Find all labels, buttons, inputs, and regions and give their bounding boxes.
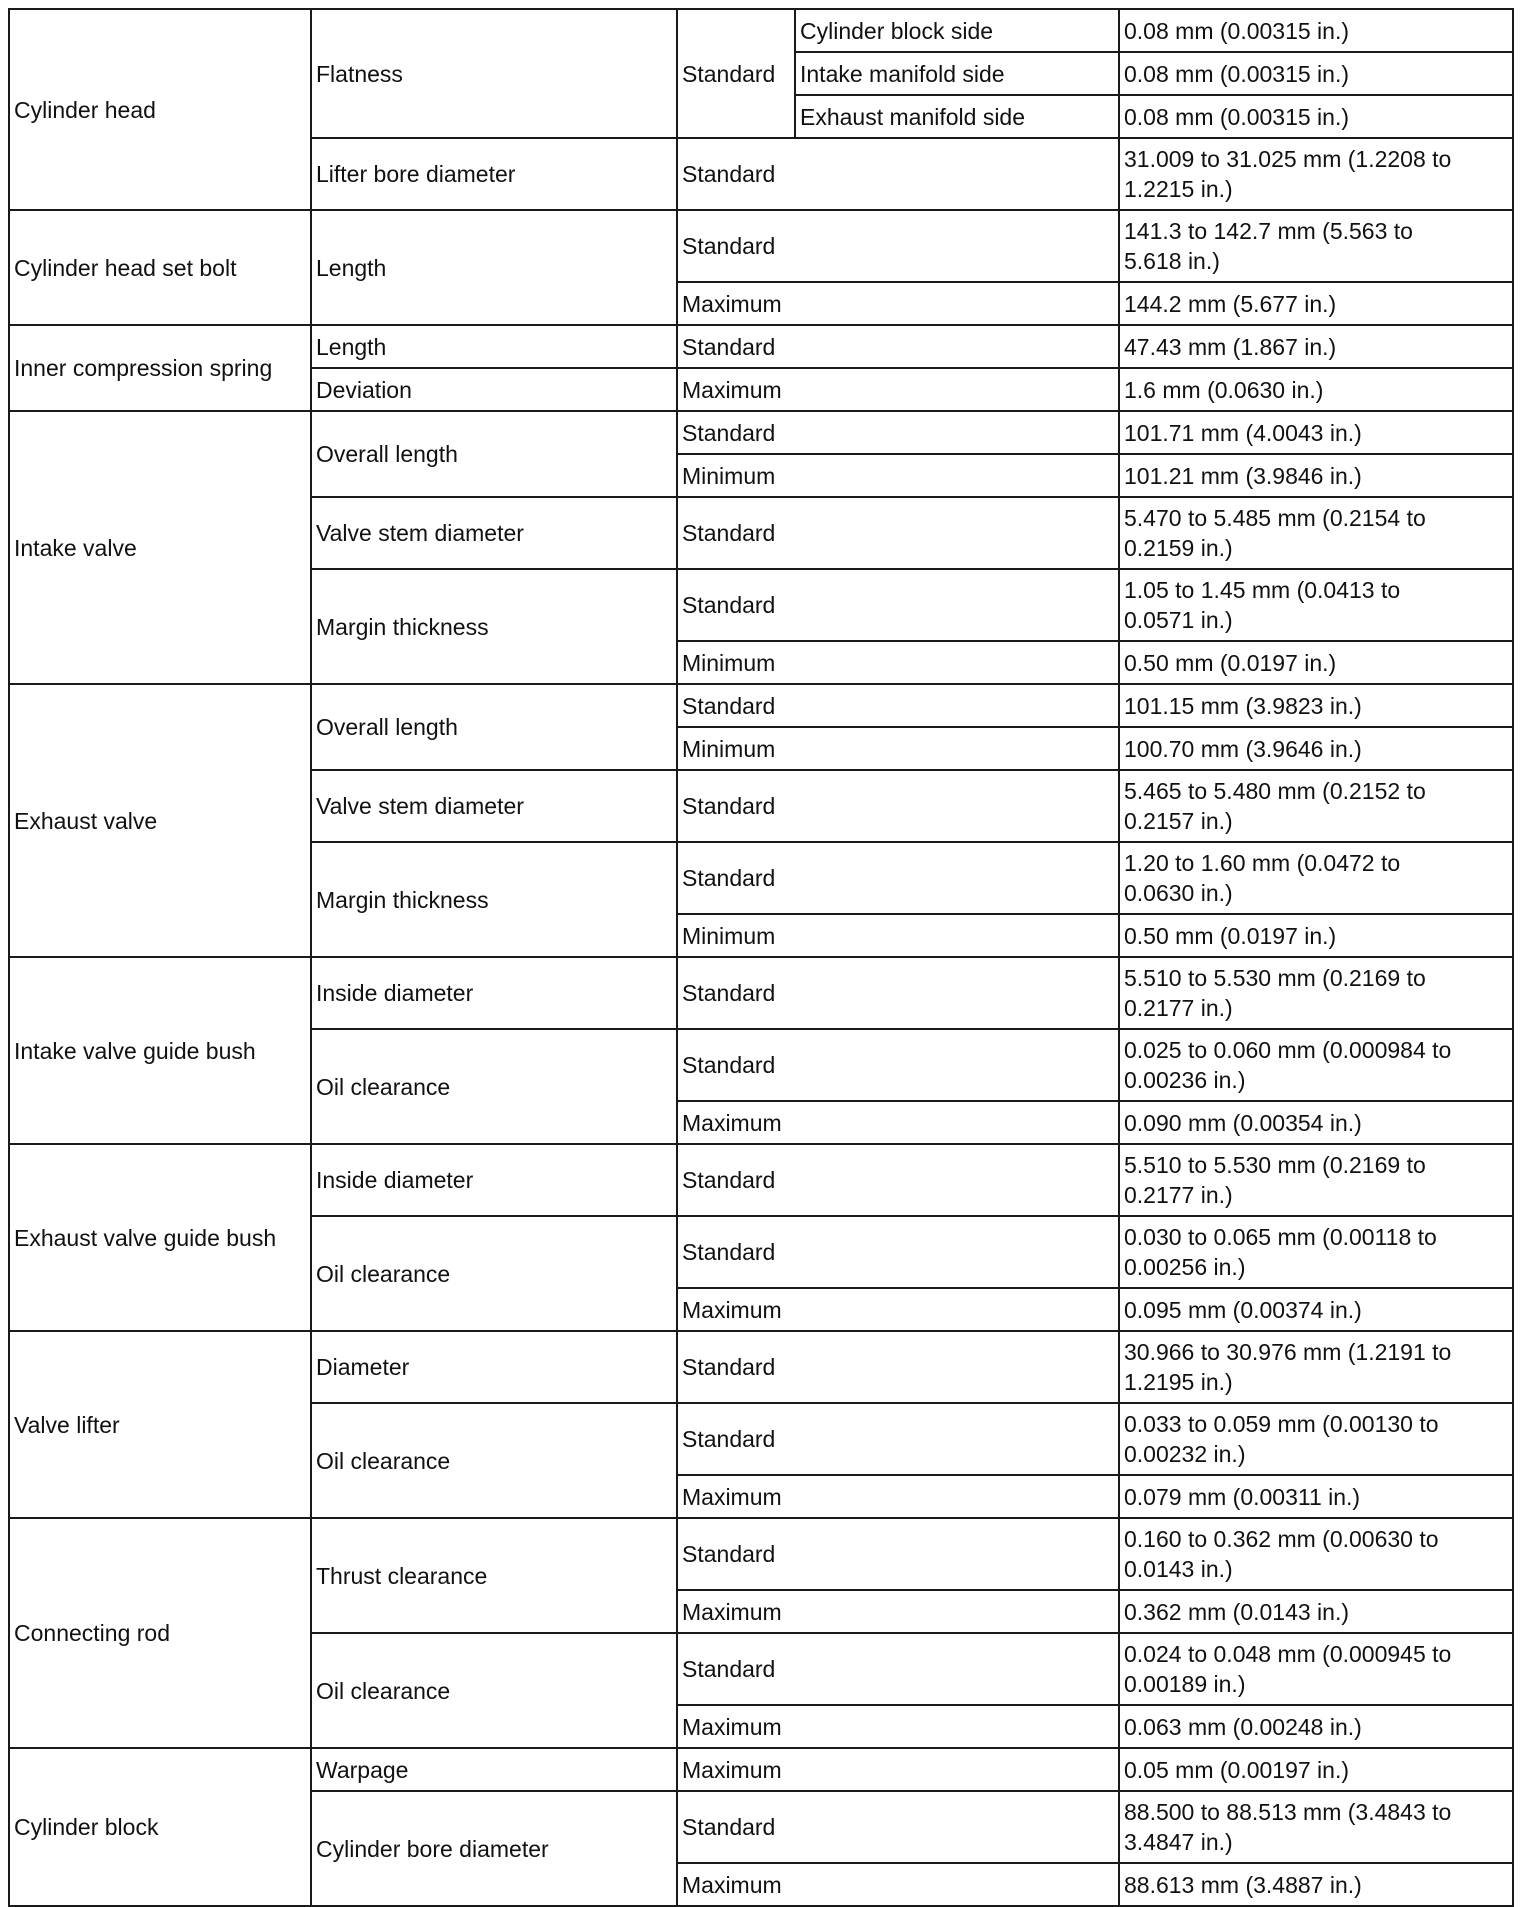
value-cell [1119, 1518, 1513, 1590]
spec-cell: Standard [677, 1403, 1119, 1475]
side-cell: Exhaust manifold side [795, 95, 1119, 138]
value-line: 1.2215 in.) [1124, 176, 1233, 202]
value-cell: 88.613 mm (3.4887 in.) [1119, 1863, 1513, 1906]
spec-cell: Standard [677, 9, 795, 138]
table-row [9, 957, 1513, 1029]
spec-cell: Minimum [677, 641, 1119, 684]
property-cell: Oil clearance [311, 1633, 677, 1748]
value-cell [1119, 1633, 1513, 1705]
specification-table [8, 8, 1514, 1907]
value-cell [1119, 957, 1513, 1029]
value-cell: 0.05 mm (0.00197 in.) [1119, 1748, 1513, 1791]
value-line: 88.500 to 88.513 mm (3.4843 to [1124, 1799, 1452, 1825]
value-line: 1.20 to 1.60 mm (0.0472 to [1124, 850, 1401, 876]
spec-cell: Standard [677, 684, 1119, 727]
value-line: 30.966 to 30.976 mm (1.2191 to [1124, 1339, 1452, 1365]
table-row [9, 1331, 1513, 1403]
table-row [9, 210, 1513, 282]
value-cell [1119, 138, 1513, 210]
value-line: 5.510 to 5.530 mm (0.2169 to [1124, 1152, 1426, 1178]
property-cell: Warpage [311, 1748, 677, 1791]
value-line: 0.160 to 0.362 mm (0.00630 to [1124, 1526, 1439, 1552]
value-line: 5.618 in.) [1124, 248, 1220, 274]
value-cell [1119, 497, 1513, 569]
item-cell: Inner compression spring [9, 325, 311, 411]
spec-cell: Maximum [677, 1705, 1119, 1748]
property-cell: Margin thickness [311, 842, 677, 957]
value-cell: 0.50 mm (0.0197 in.) [1119, 641, 1513, 684]
spec-cell: Standard [677, 325, 1119, 368]
value-cell [1119, 1029, 1513, 1101]
property-cell: Inside diameter [311, 1144, 677, 1216]
value-cell: 144.2 mm (5.677 in.) [1119, 282, 1513, 325]
value-cell [1119, 1403, 1513, 1475]
value-cell: 100.70 mm (3.9646 in.) [1119, 727, 1513, 770]
value-line: 5.470 to 5.485 mm (0.2154 to [1124, 505, 1426, 531]
table-row [9, 684, 1513, 727]
item-cell: Cylinder head set bolt [9, 210, 311, 325]
value-cell [1119, 1791, 1513, 1863]
value-line: 0.025 to 0.060 mm (0.000984 to [1124, 1037, 1452, 1063]
spec-cell: Standard [677, 770, 1119, 842]
item-cell: Cylinder head [9, 9, 311, 210]
property-cell: Inside diameter [311, 957, 677, 1029]
property-cell: Overall length [311, 684, 677, 770]
side-cell: Cylinder block side [795, 9, 1119, 52]
property-cell: Oil clearance [311, 1403, 677, 1518]
value-line: 1.2195 in.) [1124, 1369, 1233, 1395]
spec-cell: Maximum [677, 1475, 1119, 1518]
spec-cell: Standard [677, 1791, 1119, 1863]
spec-table-container [8, 8, 1514, 1907]
value-line: 5.510 to 5.530 mm (0.2169 to [1124, 965, 1426, 991]
value-cell: 0.08 mm (0.00315 in.) [1119, 9, 1513, 52]
spec-cell: Standard [677, 1331, 1119, 1403]
property-cell: Valve stem diameter [311, 497, 677, 569]
spec-cell: Standard [677, 210, 1119, 282]
table-row [9, 9, 1513, 52]
value-line: 0.0630 in.) [1124, 880, 1233, 906]
value-cell: 0.090 mm (0.00354 in.) [1119, 1101, 1513, 1144]
value-line: 0.030 to 0.065 mm (0.00118 to [1124, 1224, 1437, 1250]
value-line: 0.2157 in.) [1124, 808, 1233, 834]
spec-cell: Standard [677, 1518, 1119, 1590]
value-cell [1119, 1216, 1513, 1288]
item-cell: Intake valve guide bush [9, 957, 311, 1144]
value-line: 0.00189 in.) [1124, 1671, 1246, 1697]
value-cell [1119, 1331, 1513, 1403]
item-cell: Cylinder block [9, 1748, 311, 1906]
table-row [9, 1748, 1513, 1791]
side-cell: Intake manifold side [795, 52, 1119, 95]
spec-cell: Standard [677, 497, 1119, 569]
value-line: 0.00232 in.) [1124, 1441, 1246, 1467]
spec-cell: Minimum [677, 727, 1119, 770]
value-line: 3.4847 in.) [1124, 1829, 1233, 1855]
property-cell: Oil clearance [311, 1029, 677, 1144]
spec-cell: Maximum [677, 1590, 1119, 1633]
value-line: 1.05 to 1.45 mm (0.0413 to [1124, 577, 1401, 603]
value-cell: 0.08 mm (0.00315 in.) [1119, 95, 1513, 138]
property-cell: Cylinder bore diameter [311, 1791, 677, 1906]
spec-cell: Maximum [677, 1101, 1119, 1144]
item-cell: Connecting rod [9, 1518, 311, 1748]
value-cell: 101.71 mm (4.0043 in.) [1119, 411, 1513, 454]
spec-cell: Standard [677, 1216, 1119, 1288]
property-cell: Overall length [311, 411, 677, 497]
spec-cell: Maximum [677, 282, 1119, 325]
property-cell: Thrust clearance [311, 1518, 677, 1633]
value-line: 0.2177 in.) [1124, 1182, 1233, 1208]
item-cell: Exhaust valve guide bush [9, 1144, 311, 1331]
property-cell: Diameter [311, 1331, 677, 1403]
value-line: 0.2159 in.) [1124, 535, 1233, 561]
property-cell: Length [311, 210, 677, 325]
spec-cell: Standard [677, 411, 1119, 454]
spec-cell: Maximum [677, 368, 1119, 411]
spec-cell: Maximum [677, 1748, 1119, 1791]
property-cell: Length [311, 325, 677, 368]
item-cell: Intake valve [9, 411, 311, 684]
value-cell: 0.079 mm (0.00311 in.) [1119, 1475, 1513, 1518]
value-cell: 0.08 mm (0.00315 in.) [1119, 52, 1513, 95]
property-cell: Flatness [311, 9, 677, 138]
property-cell: Valve stem diameter [311, 770, 677, 842]
value-line: 0.00256 in.) [1124, 1254, 1246, 1280]
table-row [9, 411, 1513, 454]
value-line: 0.0143 in.) [1124, 1556, 1233, 1582]
item-cell: Valve lifter [9, 1331, 311, 1518]
spec-cell: Standard [677, 1029, 1119, 1101]
value-cell: 101.15 mm (3.9823 in.) [1119, 684, 1513, 727]
value-cell [1119, 569, 1513, 641]
value-line: 5.465 to 5.480 mm (0.2152 to [1124, 778, 1426, 804]
value-line: 31.009 to 31.025 mm (1.2208 to [1124, 146, 1452, 172]
value-cell [1119, 842, 1513, 914]
table-row [9, 1518, 1513, 1590]
value-line: 141.3 to 142.7 mm (5.563 to [1124, 218, 1413, 244]
spec-cell: Minimum [677, 454, 1119, 497]
value-cell: 0.063 mm (0.00248 in.) [1119, 1705, 1513, 1748]
value-line: 0.00236 in.) [1124, 1067, 1246, 1093]
property-cell: Margin thickness [311, 569, 677, 684]
spec-cell: Standard [677, 1633, 1119, 1705]
spec-cell: Standard [677, 1144, 1119, 1216]
table-row [9, 325, 1513, 368]
spec-cell: Standard [677, 957, 1119, 1029]
property-cell: Deviation [311, 368, 677, 411]
property-cell: Oil clearance [311, 1216, 677, 1331]
value-cell [1119, 210, 1513, 282]
value-cell [1119, 1144, 1513, 1216]
value-cell [1119, 770, 1513, 842]
spec-cell: Maximum [677, 1863, 1119, 1906]
spec-cell: Standard [677, 138, 1119, 210]
value-line: 0.0571 in.) [1124, 607, 1233, 633]
table-row [9, 1144, 1513, 1216]
value-cell: 101.21 mm (3.9846 in.) [1119, 454, 1513, 497]
value-line: 0.033 to 0.059 mm (0.00130 to [1124, 1411, 1439, 1437]
value-cell: 0.50 mm (0.0197 in.) [1119, 914, 1513, 957]
value-cell: 47.43 mm (1.867 in.) [1119, 325, 1513, 368]
value-cell: 0.362 mm (0.0143 in.) [1119, 1590, 1513, 1633]
spec-cell: Maximum [677, 1288, 1119, 1331]
value-line: 0.2177 in.) [1124, 995, 1233, 1021]
spec-cell: Standard [677, 569, 1119, 641]
value-cell: 0.095 mm (0.00374 in.) [1119, 1288, 1513, 1331]
spec-cell: Minimum [677, 914, 1119, 957]
spec-cell: Standard [677, 842, 1119, 914]
property-cell: Lifter bore diameter [311, 138, 677, 210]
item-cell: Exhaust valve [9, 684, 311, 957]
value-cell: 1.6 mm (0.0630 in.) [1119, 368, 1513, 411]
value-line: 0.024 to 0.048 mm (0.000945 to [1124, 1641, 1452, 1667]
